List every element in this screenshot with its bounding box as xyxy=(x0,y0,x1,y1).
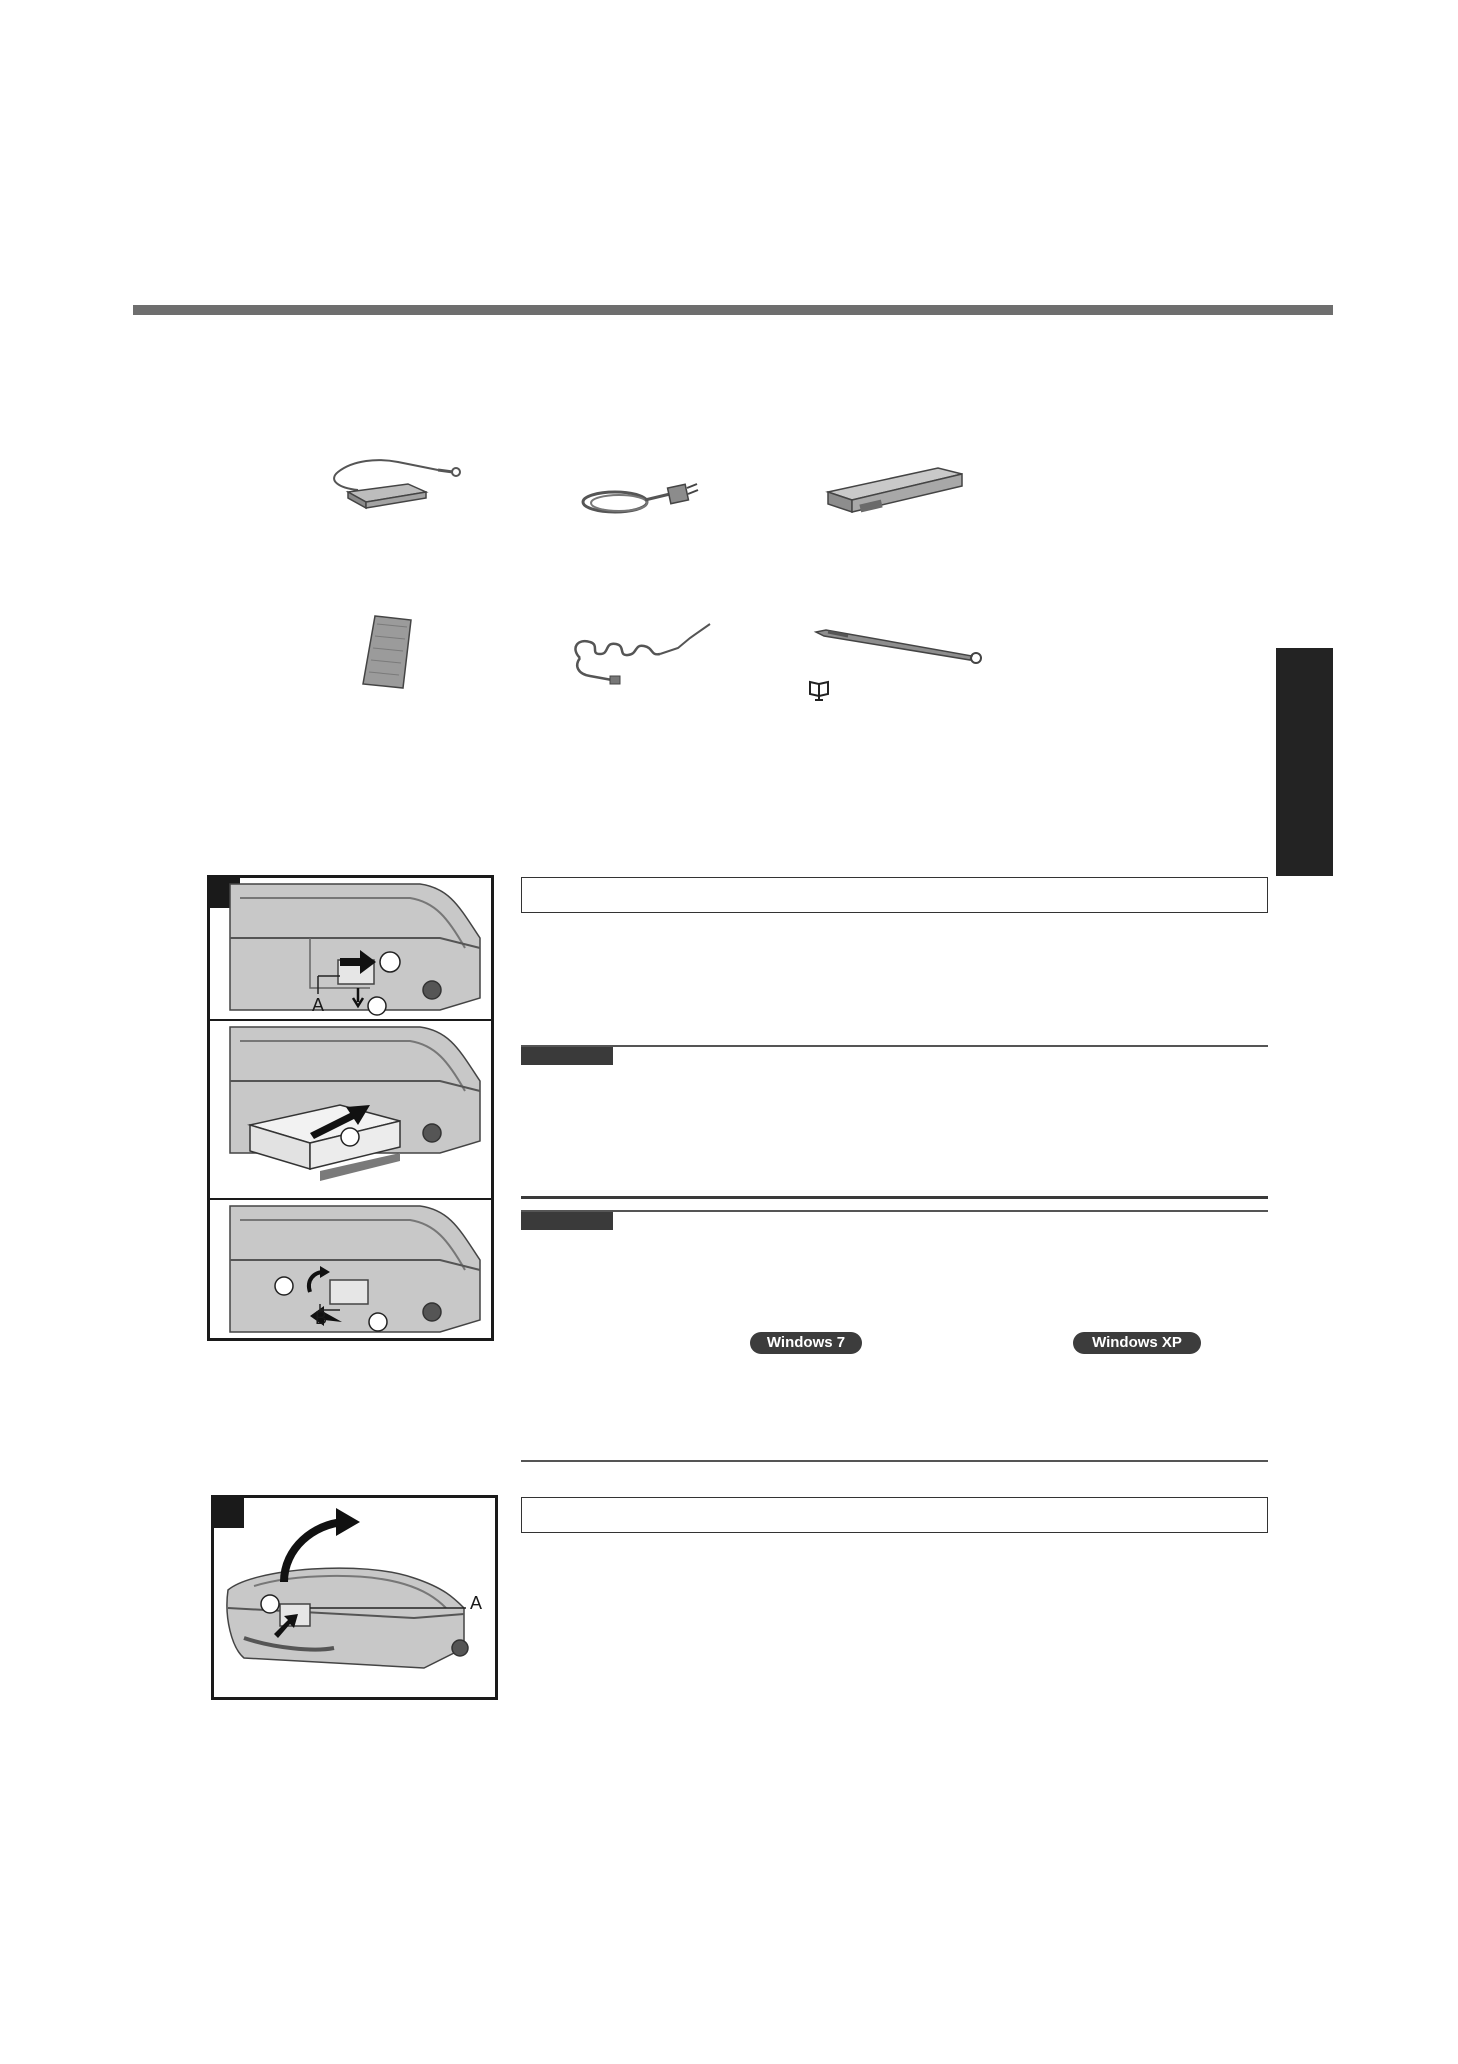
section-tab xyxy=(1276,648,1333,876)
step2-label-a: A xyxy=(470,1593,483,1613)
step1-figure xyxy=(207,875,494,1341)
ac-cord-illustration xyxy=(575,478,705,523)
note2-rule xyxy=(521,1210,1268,1212)
step1-label-b: B xyxy=(315,1308,328,1328)
ac-adaptor-illustration xyxy=(318,450,468,520)
step1-panel1-illustration xyxy=(210,878,491,1019)
windowsxp-badge: Windows XP xyxy=(1073,1332,1201,1354)
step1-panel2-illustration xyxy=(210,1021,491,1197)
stylus-illustration xyxy=(812,620,984,664)
step2-figure xyxy=(211,1495,498,1700)
step1-heading-box xyxy=(521,877,1268,913)
step1-panel3-illustration xyxy=(210,1200,491,1338)
note1-rule xyxy=(521,1045,1268,1047)
header-rule xyxy=(133,305,1333,315)
note2-label-block xyxy=(521,1212,613,1230)
battery-pack-illustration xyxy=(820,460,970,528)
tether-illustration xyxy=(560,618,720,690)
step1-label-a: A xyxy=(312,995,325,1015)
reference-manual-icon xyxy=(808,680,832,702)
soft-cloth-illustration xyxy=(355,612,425,692)
step1-end-rule xyxy=(521,1460,1268,1462)
note2-top-rule xyxy=(521,1196,1268,1199)
note1-label-block xyxy=(521,1047,613,1065)
step2-illustration xyxy=(214,1498,495,1697)
step2-heading-box xyxy=(521,1497,1268,1533)
windows7-badge: Windows 7 xyxy=(750,1332,862,1354)
